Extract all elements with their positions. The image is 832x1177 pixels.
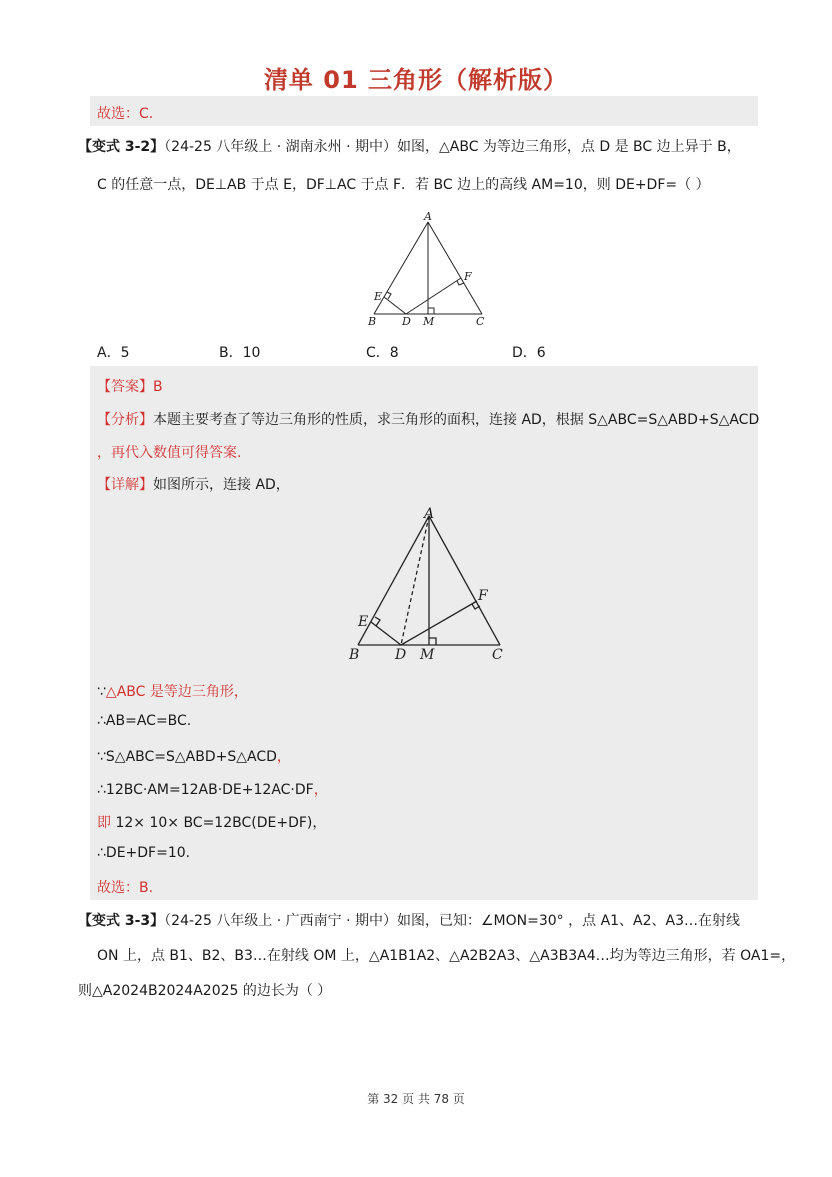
q33-text-1: （24-25 八年级上 · 广西南宁 · 期中）如图，已知：∠MON=30° ，点 A1、A2、A3…在射线 (164, 913, 741, 929)
fig-small-de (384, 297, 406, 314)
answer-line (97, 376, 163, 396)
fig-large-label-c: C (492, 647, 503, 663)
fig-small-label-f: F (464, 270, 472, 283)
step-4 (97, 779, 328, 799)
fig-large-label-e: E (358, 614, 369, 630)
fig-large-label-a: A (424, 506, 435, 522)
step-4-tail: ， (313, 782, 328, 798)
detail-tag: 【详解】 (97, 477, 153, 493)
fig-small-right-mark-e (387, 292, 391, 299)
fig-large-right-mark-e (375, 617, 380, 626)
step-3 (97, 746, 291, 766)
figure-small (360, 210, 495, 330)
step-6 (97, 845, 190, 861)
fig-small-label-m: M (423, 315, 435, 328)
q33-line2: ON 上，点 B1、B2、B3…在射线 OM 上，△A1B1A2、△A2B2A3、△A3B3A4…均为等边三角形，若 OA1=， (97, 948, 796, 964)
step-5 (97, 812, 326, 832)
fig-large-ac (429, 516, 500, 645)
fig-large-right-mark-f (472, 604, 480, 609)
fig-large-label-b: B (349, 647, 360, 663)
step-3-text: S△ABC=S△ABD+S△ACD (105, 749, 277, 765)
option-a: A．5 (97, 345, 130, 361)
step-6-sym: ∴ (97, 845, 106, 861)
page-title: 清单 01 三角形（解析版） (263, 66, 569, 94)
fig-small-label-a: A (424, 210, 432, 223)
q33-label: 【变式 3-3】 (78, 913, 165, 929)
step-1-sym: ∵ (97, 684, 106, 700)
q32-label: 【变式 3-2】 (78, 139, 165, 155)
step-5-tail: ， (312, 815, 327, 831)
fig-large-de (371, 622, 401, 645)
q32-line1 (78, 136, 741, 156)
step-5-sym: 即 (97, 815, 111, 831)
option-d: D．6 (512, 345, 546, 361)
step-4-sym: ∴ (97, 782, 106, 798)
analysis-line1 (97, 409, 759, 429)
step-4-text: 12BC·AM=12AB·DE+12AC·DF (105, 782, 314, 798)
detail-text: 如图所示，连接 AD， (153, 477, 290, 493)
step-1-text: △ABC 是等边三角形， (105, 684, 248, 700)
q33-line1 (78, 910, 740, 930)
fig-small-ab (374, 222, 428, 314)
fig-large-label-d: D (395, 647, 407, 663)
step-2-text: AB=AC=BC. (105, 713, 192, 729)
analysis-text-1: 本题主要考查了等边三角形的性质，求三角形的面积，连接 AD，根据 S△ABC=S△ABD+S△ACD (153, 412, 760, 428)
step-2 (97, 713, 191, 729)
step-2-sym: ∴ (97, 713, 106, 729)
fig-small-label-c: C (476, 315, 485, 328)
detail-line (97, 474, 290, 494)
fig-large-ad-dashed (401, 516, 429, 645)
step-5-text: 12× 10× BC=12BC(DE+DF) (111, 815, 313, 831)
fig-small-right-mark-m (428, 308, 434, 314)
step-1 (97, 681, 248, 701)
figure-large (340, 500, 520, 670)
fig-small-label-e: E (374, 290, 383, 303)
fig-large-ab (358, 516, 429, 645)
prev-answer: 故选：C. (97, 106, 154, 122)
fig-large-label-f: F (478, 588, 488, 604)
step-6-text: DE+DF=10. (105, 845, 191, 861)
page-number: 第 32 页 共 78 页 (367, 1092, 465, 1106)
fig-small-label-d: D (402, 315, 411, 328)
analysis-tag: 【分析】 (97, 412, 153, 428)
step-3-sym: ∵ (97, 749, 106, 765)
fig-large-label-m: M (420, 647, 435, 663)
fig-small-label-b: B (368, 315, 377, 328)
prev-answer-box (90, 96, 758, 126)
step-3-tail: ， (276, 749, 291, 765)
q33-line3: 则△A2024B2024A2025 的边长为（ ） (78, 983, 332, 999)
fig-large-df (401, 601, 477, 645)
q32-line2: C 的任意一点，DE⊥AB 于点 E，DF⊥AC 于点 F．若 BC 边上的高线 AM=10，则 DE+DF=（ ） (97, 177, 710, 193)
final-answer: 故选：B. (97, 880, 154, 896)
fig-small-ac (428, 222, 482, 314)
q32-text-1: （24-25 八年级上 · 湖南永州 · 期中）如图，△ABC 为等边三角形，点 D 是 BC 边上异于 B， (164, 139, 741, 155)
option-b: B．10 (219, 345, 261, 361)
answer-value: B (153, 379, 163, 395)
option-c: C．8 (366, 345, 399, 361)
analysis-line2: ，再代入数值可得答案. (97, 445, 242, 461)
answer-tag: 【答案】 (97, 379, 153, 395)
fig-large-right-mark-m (429, 638, 436, 645)
